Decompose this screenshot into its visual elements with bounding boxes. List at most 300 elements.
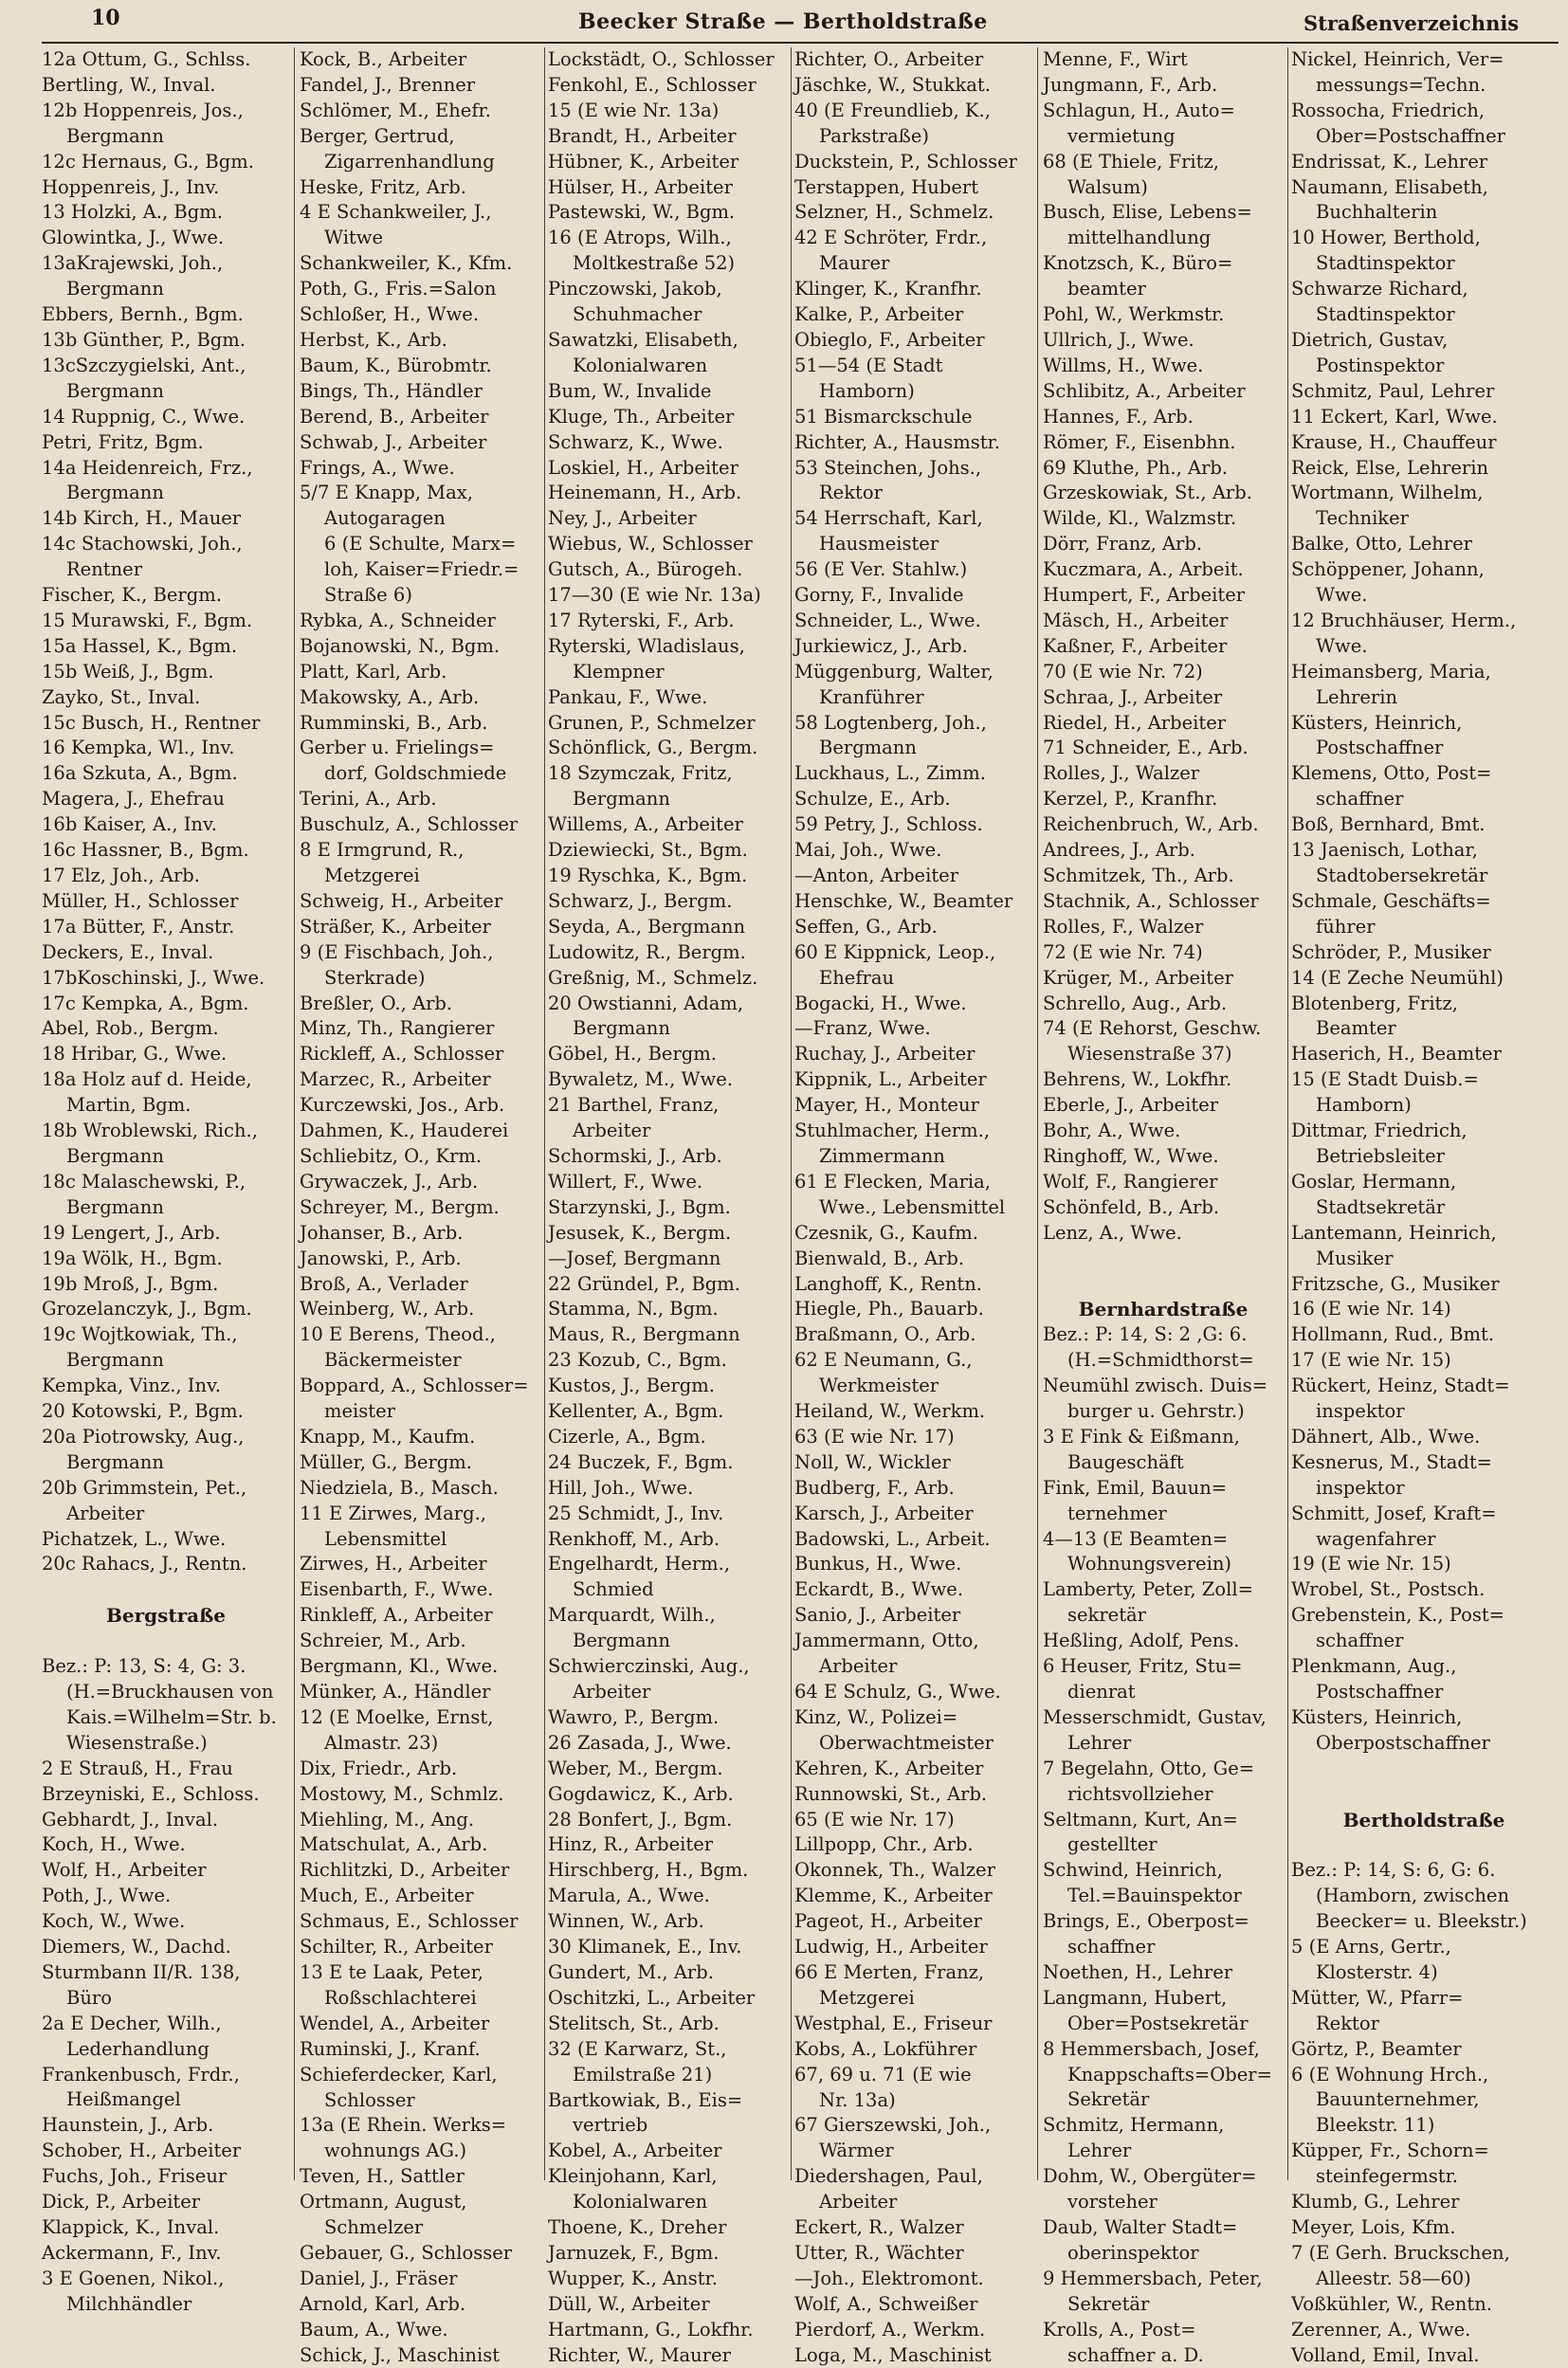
directory-line: Küsters, Heinrich, xyxy=(1291,1705,1463,1728)
directory-line: Dick, P., Arbeiter xyxy=(42,2191,201,2213)
directory-line: Noll, W., Wickler xyxy=(794,1450,951,1473)
directory-line: Arbeiter xyxy=(573,1120,651,1142)
directory-line: 15 (E wie Nr. 13a) xyxy=(548,99,720,121)
directory-line: Oberwachtmeister xyxy=(819,1731,994,1754)
directory-line: Moltkestraße 52) xyxy=(573,252,736,275)
directory-line: Gorny, F., Invalide xyxy=(794,584,964,607)
directory-line: Wendel, A., Arbeiter xyxy=(300,2012,490,2034)
directory-line: Mai, Joh., Wwe. xyxy=(794,839,942,862)
directory-line: Postschaffner xyxy=(1316,737,1444,759)
directory-line: sekretär xyxy=(1067,1604,1147,1627)
directory-line: Wwe. xyxy=(1316,584,1368,607)
directory-line: Schönfeld, B., Arb. xyxy=(1043,1195,1220,1218)
directory-line: 24 Buczek, F., Bgm. xyxy=(548,1450,734,1473)
directory-line: Kempka, Vinz., Inv. xyxy=(42,1375,221,1397)
directory-line: Johanser, B., Arb. xyxy=(300,1221,464,1244)
directory-line: Bergmann xyxy=(573,1017,670,1040)
directory-line: Sterkrade) xyxy=(324,966,426,989)
directory-line: Koch, H., Wwe. xyxy=(42,1833,186,1856)
directory-line: Pichatzek, L., Wwe. xyxy=(42,1527,227,1550)
directory-line: Stadtinspektor xyxy=(1316,252,1455,275)
directory-line: Oschitzki, L., Arbeiter xyxy=(548,1986,756,2009)
directory-line: Kalke, P., Arbeiter xyxy=(794,303,964,326)
blank-line xyxy=(1291,1782,1557,1808)
directory-line: inspektor xyxy=(1316,1476,1405,1499)
directory-line: Schloßer, H., Wwe. xyxy=(300,303,480,326)
directory-line: Haserich, H., Beamter xyxy=(1291,1043,1502,1066)
directory-line: Schuhmacher xyxy=(573,303,702,326)
directory-line: Okonnek, Th., Walzer xyxy=(794,1859,995,1882)
directory-line: 11 Eckert, Karl, Wwe. xyxy=(1291,405,1498,428)
directory-line: Schormski, J., Arb. xyxy=(548,1144,722,1167)
directory-line: Kesnerus, M., Stadt= xyxy=(1291,1450,1493,1473)
directory-line: Gerber u. Frielings= xyxy=(300,737,495,759)
street-heading: Bergstraße xyxy=(105,1604,227,1628)
directory-line: Fuchs, Joh., Friseur xyxy=(42,2165,228,2188)
directory-line: wohnungs AG.) xyxy=(324,2140,467,2162)
directory-line: Stuhlmacher, Herm., xyxy=(794,1120,991,1142)
directory-line: Dahmen, K., Hauderei xyxy=(300,1120,509,1142)
directory-line: Jungmann, F., Arb. xyxy=(1043,73,1218,96)
directory-line: Arbeiter xyxy=(819,2191,898,2213)
directory-line: Abel, Rob., Bergm. xyxy=(42,1017,219,1040)
street-heading: Bertholdstraße xyxy=(1342,1808,1505,1831)
directory-line: —Josef, Bergmann xyxy=(548,1247,721,1269)
directory-line: Hollmann, Rud., Bmt. xyxy=(1291,1323,1495,1346)
directory-line: Renkhoff, M., Arb. xyxy=(548,1527,720,1550)
directory-line: Küpper, Fr., Schorn= xyxy=(1291,2140,1489,2162)
directory-line: Schulze, E., Arb. xyxy=(794,788,951,811)
directory-line: Dittmar, Friedrich, xyxy=(1291,1120,1468,1142)
directory-line: 63 (E wie Nr. 17) xyxy=(794,1425,955,1448)
directory-line: Walsum) xyxy=(1067,175,1148,198)
directory-line: Kranführer xyxy=(819,685,924,708)
page-number: 10 xyxy=(91,6,120,30)
directory-line: Bergmann xyxy=(66,1195,164,1218)
directory-line: Gogdawicz, K., Arb. xyxy=(548,1782,734,1805)
directory-line: dorf, Goldschmiede xyxy=(324,762,507,785)
directory-line: 16 (E Atrops, Wilh., xyxy=(548,227,732,249)
blank-line xyxy=(42,1577,290,1603)
directory-line: Straße 6) xyxy=(324,584,412,607)
directory-line: Kustos, J., Bergm. xyxy=(548,1375,715,1397)
directory-line: Krüger, M., Arbeiter xyxy=(1043,966,1233,989)
directory-line: Richter, A., Hausmstr. xyxy=(794,430,1000,453)
directory-line: Menne, F., Wirt xyxy=(1043,48,1188,70)
directory-line: Bergmann xyxy=(66,278,164,301)
directory-line: Kurczewski, Jos., Arb. xyxy=(300,1094,505,1117)
directory-line: Fischer, K., Bergm. xyxy=(42,584,222,607)
directory-line: Buchhalterin xyxy=(1316,201,1438,224)
directory-line: Sekretär xyxy=(1067,2088,1150,2111)
directory-line: schaffner xyxy=(1316,1630,1404,1652)
directory-line: Sanio, J., Arbeiter xyxy=(794,1604,961,1627)
directory-line: Rumminski, B., Arb. xyxy=(300,711,488,734)
directory-line: Metzgerei xyxy=(324,865,420,886)
directory-line: Nickel, Heinrich, Ver= xyxy=(1291,48,1504,70)
directory-line: Römer, F., Eisenbhn. xyxy=(1043,430,1236,453)
directory-line: Fritzsche, G., Musiker xyxy=(1291,1272,1500,1295)
directory-line: Buschulz, A., Schlosser xyxy=(300,813,519,836)
directory-line: Sturmbann II/R. 138, xyxy=(42,1960,241,1983)
directory-line: Schwind, Heinrich, xyxy=(1043,1859,1223,1882)
directory-line: 9 (E Fischbach, Joh., xyxy=(300,940,494,963)
directory-line: Bleekstr. 11) xyxy=(1316,2114,1435,2137)
directory-line: Koch, W., Wwe. xyxy=(42,1910,186,1933)
column-2 xyxy=(300,47,540,2366)
directory-line: 9 Hemmersbach, Peter, xyxy=(1043,2267,1263,2289)
directory-line: Langmann, Hubert, xyxy=(1043,1986,1228,2009)
directory-line: Schmaus, E., Schlosser xyxy=(300,1910,519,1933)
directory-line: 16 Kempka, Wl., Inv. xyxy=(42,737,235,759)
directory-line: 14 (E Zeche Neumühl) xyxy=(1291,966,1504,989)
directory-line: Alleestr. 58—60) xyxy=(1316,2267,1471,2289)
directory-line: 67 Gierszewski, Joh., xyxy=(794,2114,992,2137)
directory-line: 15 (E Stadt Duisb.= xyxy=(1291,1068,1479,1091)
directory-line: Glowintka, J., Wwe. xyxy=(42,227,225,249)
directory-line: Arbeiter xyxy=(573,1681,651,1703)
directory-line: Bergmann, Kl., Wwe. xyxy=(300,1655,499,1678)
directory-line: Grozelanczyk, J., Bgm. xyxy=(42,1298,252,1321)
directory-line: Rektor xyxy=(1316,2012,1379,2034)
directory-line: Richter, W., Maurer xyxy=(548,2343,731,2366)
directory-line: Hartmann, G., Lokfhr. xyxy=(548,2318,754,2341)
directory-line: Willems, A., Arbeiter xyxy=(548,813,743,836)
directory-line: Broß, A., Verlader xyxy=(300,1272,468,1295)
directory-line: Budberg, F., Arb. xyxy=(794,1476,955,1499)
directory-line: Seltmann, Kurt, An= xyxy=(1043,1808,1238,1831)
directory-line: Magera, J., Ehefrau xyxy=(42,788,225,811)
directory-line: Schmitz, Paul, Lehrer xyxy=(1291,379,1495,402)
directory-line: 16 (E wie Nr. 14) xyxy=(1291,1298,1451,1321)
directory-line: dienrat xyxy=(1067,1680,1136,1703)
directory-line: Almastr. 23) xyxy=(324,1731,439,1754)
directory-line: Ludwig, H., Arbeiter xyxy=(794,1936,988,1958)
directory-line: Wrobel, St., Postsch. xyxy=(1291,1578,1486,1601)
directory-line: vertrieb xyxy=(573,2114,648,2137)
directory-line: Maurer xyxy=(819,252,890,275)
directory-line: Badowski, L., Arbeit. xyxy=(794,1527,991,1550)
directory-line: Jammermann, Otto, xyxy=(794,1630,979,1652)
directory-line: Schilter, R., Arbeiter xyxy=(300,1936,493,1958)
directory-line: 13 E te Laak, Peter, xyxy=(300,1960,483,1983)
directory-line: 67, 69 u. 71 (E wie xyxy=(794,2063,972,2086)
directory-line: Rossocha, Friedrich, xyxy=(1291,99,1486,121)
directory-line: Berend, B., Arbeiter xyxy=(300,405,489,428)
page-header xyxy=(0,0,1568,46)
directory-line: 6 (E Wohnung Hrch., xyxy=(1291,2063,1489,2086)
directory-line: Zirwes, H., Arbeiter xyxy=(300,1553,487,1576)
directory-line: Wolf, A., Schweißer xyxy=(794,2292,978,2315)
directory-line: Schmitt, Josef, Kraft= xyxy=(1291,1502,1497,1524)
directory-line: Baugeschäft xyxy=(1067,1450,1184,1473)
directory-line: Thoene, K., Dreher xyxy=(548,2216,727,2239)
column-divider xyxy=(791,47,792,2180)
directory-line: Bergmann xyxy=(819,737,917,759)
directory-line: 20b Grimmstein, Pet., xyxy=(42,1476,247,1499)
blank-line xyxy=(42,1629,290,1654)
directory-line: Schmelzer xyxy=(324,2216,424,2239)
directory-line: Hamborn) xyxy=(819,379,915,402)
directory-line: steinfegermstr. xyxy=(1316,2165,1458,2188)
directory-line: vermietung xyxy=(1067,124,1176,147)
directory-line: 60 E Kippnick, Leop., xyxy=(794,940,996,963)
directory-line: Naumann, Elisabeth, xyxy=(1291,175,1488,198)
directory-line: Ryterski, Wladislaus, xyxy=(548,634,745,657)
directory-line: Winnen, W., Arb. xyxy=(548,1910,704,1933)
directory-line: Lebensmittel xyxy=(324,1527,447,1550)
directory-line: Voßkühler, W., Rentn. xyxy=(1291,2292,1492,2315)
directory-line: Kobs, A., Lokführer xyxy=(794,2037,977,2060)
directory-line: 51 Bismarckschule xyxy=(794,405,973,428)
directory-line: (H.=Bruckhausen von xyxy=(66,1680,274,1703)
directory-line: Bunkus, H., Wwe. xyxy=(794,1553,962,1576)
directory-line: Dohm, W., Obergüter= xyxy=(1043,2165,1257,2188)
directory-line: Bauunternehmer, xyxy=(1316,2088,1480,2111)
directory-line: 17c Kempka, A., Bgm. xyxy=(42,992,249,1014)
directory-line: Pastewski, W., Bgm. xyxy=(548,201,736,224)
directory-line: Kellenter, A., Bgm. xyxy=(548,1400,724,1423)
directory-line: Schmied xyxy=(573,1578,654,1601)
directory-line: Rolles, J., Walzer xyxy=(1043,762,1200,785)
directory-line: Schwierczinski, Aug., xyxy=(548,1655,750,1678)
directory-line: Bohr, A., Wwe. xyxy=(1043,1120,1181,1142)
directory-line: 13 Jaenisch, Lothar, xyxy=(1291,839,1478,862)
directory-line: Loskiel, H., Arbeiter xyxy=(548,456,738,479)
directory-line: Richter, O., Arbeiter xyxy=(794,48,984,70)
directory-line: Weber, M., Bergm. xyxy=(548,1757,723,1779)
directory-line: Dähnert, Alb., Wwe. xyxy=(1291,1425,1481,1448)
directory-line: 2a E Decher, Wilh., xyxy=(42,2012,222,2034)
directory-line: Arbeiter xyxy=(819,1655,898,1678)
directory-line: 5/7 E Knapp, Max, xyxy=(300,482,473,504)
running-head: Beecker Straße — Bertholdstraße xyxy=(578,9,988,34)
directory-line: 8 Hemmersbach, Josef, xyxy=(1043,2037,1260,2060)
directory-line: Balke, Otto, Lehrer xyxy=(1291,533,1472,556)
directory-line: 6 Heuser, Fritz, Stu= xyxy=(1043,1655,1243,1678)
directory-line: Weinberg, W., Arb. xyxy=(300,1298,475,1321)
directory-line: Wwe., Lebensmittel xyxy=(819,1195,1006,1218)
directory-line: Hill, Joh., Wwe. xyxy=(548,1476,694,1499)
directory-line: Frings, A., Wwe. xyxy=(300,456,455,479)
directory-line: Starzynski, J., Bgm. xyxy=(548,1195,731,1218)
directory-line: Niedziela, B., Masch. xyxy=(300,1476,499,1499)
directory-line: Bäckermeister xyxy=(324,1349,462,1372)
directory-line: Stamma, N., Bgm. xyxy=(548,1298,719,1321)
directory-line: (Hamborn, zwischen xyxy=(1316,1885,1510,1907)
directory-line: Bergmann xyxy=(573,1630,670,1652)
directory-line: Schröder, P., Musiker xyxy=(1291,940,1491,963)
blank-line xyxy=(1043,1247,1284,1272)
directory-line: Tel.=Bauinspektor xyxy=(1067,1885,1242,1907)
directory-line: Kinz, W., Polizei= xyxy=(794,1705,958,1728)
directory-line: (H.=Schmidthorst= xyxy=(1067,1349,1254,1372)
column-divider xyxy=(1037,47,1038,2180)
directory-line: 12 Bruchhäuser, Herm., xyxy=(1291,609,1517,631)
directory-line: Techniker xyxy=(1316,507,1409,530)
directory-line: Hülser, H., Arbeiter xyxy=(548,175,733,198)
directory-line: 14 Ruppnig, C., Wwe. xyxy=(42,405,246,428)
directory-line: Bez.: P: 14, S: 2 ,G: 6. xyxy=(1043,1323,1248,1346)
directory-line: Ackermann, F., Inv. xyxy=(42,2241,222,2264)
directory-line: Wwe. xyxy=(1316,634,1368,657)
directory-line: Bywaletz, M., Wwe. xyxy=(548,1068,733,1091)
directory-line: Bergmann xyxy=(66,124,164,147)
directory-line: 26 Zasada, J., Wwe. xyxy=(548,1731,732,1754)
directory-line: 32 (E Karwarz, St., xyxy=(548,2037,727,2060)
directory-line: Heiland, W., Werkm. xyxy=(794,1400,986,1423)
directory-line: 69 Kluthe, Ph., Arb. xyxy=(1043,456,1229,479)
directory-line: Schlosser xyxy=(324,2088,415,2111)
directory-line: Postinspektor xyxy=(1316,354,1445,376)
directory-line: Dörr, Franz, Arb. xyxy=(1043,533,1203,556)
directory-line: Pohl, W., Werkmstr. xyxy=(1043,303,1225,326)
directory-line: Engelhardt, Herm., xyxy=(548,1553,731,1576)
directory-line: Herbst, K., Arb. xyxy=(300,328,447,351)
directory-line: 13aKrajewski, Joh., xyxy=(42,252,224,275)
directory-line: —Anton, Arbeiter xyxy=(794,865,959,886)
directory-line: Wiesenstraße 37) xyxy=(1067,1043,1232,1066)
directory-line: 72 (E wie Nr. 74) xyxy=(1043,940,1203,963)
directory-line: Willert, F., Wwe. xyxy=(548,1170,703,1193)
column-5 xyxy=(1043,47,1284,2366)
directory-line: Schieferdecker, Karl, xyxy=(300,2063,498,2086)
directory-line: Jäschke, W., Stukkat. xyxy=(794,73,991,96)
directory-line: richtsvollzieher xyxy=(1067,1782,1213,1805)
directory-line: Hoppenreis, J., Inv. xyxy=(42,175,220,198)
directory-line: 18 Szymczak, Fritz, xyxy=(548,762,733,785)
directory-line: Diedershagen, Paul, xyxy=(794,2165,983,2188)
directory-line: Müller, G., Bergm. xyxy=(300,1450,472,1473)
directory-line: Frankenbusch, Frdr., xyxy=(42,2063,240,2086)
directory-line: Dix, Friedr., Arb. xyxy=(300,1757,458,1779)
directory-line: Klinger, K., Kranfhr. xyxy=(794,278,982,301)
directory-line: Arbeiter xyxy=(66,1502,145,1524)
directory-line: Deckers, E., Inval. xyxy=(42,940,214,963)
directory-line: Mäsch, H., Arbeiter xyxy=(1043,609,1229,631)
directory-line: Janowski, P., Arb. xyxy=(300,1247,462,1269)
directory-line: meister xyxy=(324,1400,395,1423)
directory-line: Jurkiewicz, J., Arb. xyxy=(794,634,968,657)
directory-line: Blotenberg, Fritz, xyxy=(1291,992,1458,1014)
directory-line: Marzec, R., Arbeiter xyxy=(300,1068,491,1091)
directory-line: Gutsch, A., Bürogeh. xyxy=(548,558,743,581)
header-rule xyxy=(42,42,1559,44)
directory-line: Mostowy, M., Schmlz. xyxy=(300,1782,504,1805)
directory-line: 13 Holzki, A., Bgm. xyxy=(42,201,223,224)
directory-line: 23 Kozub, C., Bgm. xyxy=(548,1349,727,1372)
directory-line: schaffner xyxy=(1067,1936,1156,1958)
directory-line: Mütter, W., Pfarr= xyxy=(1291,1986,1464,2009)
directory-line: Neumühl zwisch. Duis= xyxy=(1043,1375,1268,1397)
directory-line: Sawatzki, Elisabeth, xyxy=(548,328,738,351)
directory-line: Bertling, W., Inval. xyxy=(42,73,216,96)
directory-line: Schwarze Richard, xyxy=(1291,278,1468,301)
directory-line: 16a Szkuta, A., Bgm. xyxy=(42,762,238,785)
column-4 xyxy=(794,47,1033,2366)
directory-line: messungs=Techn. xyxy=(1316,73,1486,96)
directory-line: 20c Rahacs, J., Rentn. xyxy=(42,1553,247,1576)
directory-line: Heinemann, H., Arb. xyxy=(548,482,742,504)
directory-line: 59 Petry, J., Schloss. xyxy=(794,813,983,836)
directory-line: 14b Kirch, H., Mauer xyxy=(42,507,242,530)
directory-line: Stadtinspektor xyxy=(1316,303,1455,326)
directory-line: Schreyer, M., Bergm. xyxy=(300,1195,500,1218)
column-3 xyxy=(548,47,787,2366)
directory-line: Breßler, O., Arb. xyxy=(300,992,453,1014)
directory-line: Plenkmann, Aug., xyxy=(1291,1655,1457,1678)
directory-line: Meyer, Lois, Kfm. xyxy=(1291,2215,1456,2238)
directory-line: Knappschafts=Ober= xyxy=(1067,2063,1272,2086)
directory-line: 19 (E wie Nr. 15) xyxy=(1291,1553,1451,1576)
directory-line: beamter xyxy=(1067,278,1146,301)
directory-line: Duckstein, P., Schlosser xyxy=(794,150,1017,173)
directory-line: Lehrer xyxy=(1067,2140,1132,2162)
directory-line: Wärmer xyxy=(819,2140,894,2162)
directory-line: 14a Heidenreich, Frz., xyxy=(42,456,253,479)
directory-line: Wupper, K., Anstr. xyxy=(548,2267,718,2289)
directory-line: Langhoff, K., Rentn. xyxy=(794,1272,983,1295)
directory-line: Andrees, J., Arb. xyxy=(1043,839,1195,862)
directory-line: Brandt, H., Arbeiter xyxy=(548,124,737,147)
directory-line: 22 Gründel, P., Bgm. xyxy=(548,1272,740,1295)
directory-line: Emilstraße 21) xyxy=(573,2063,713,2086)
directory-line: Schlömer, M., Ehefr. xyxy=(300,99,491,121)
directory-line: Wohnungsverein) xyxy=(1067,1553,1232,1576)
directory-line: Kolonialwaren xyxy=(573,2191,708,2213)
directory-line: Gundert, M., Arb. xyxy=(548,1960,714,1983)
directory-line: Lederhandlung xyxy=(66,2037,210,2060)
directory-line: Knapp, M., Kaufm. xyxy=(300,1425,476,1448)
directory-line: Ney, J., Arbeiter xyxy=(548,507,697,530)
directory-line: Ober=Postschaffner xyxy=(1316,124,1505,147)
directory-line: Hirschberg, H., Bgm. xyxy=(548,1859,749,1882)
directory-line: 4 E Schankweiler, J., xyxy=(300,201,492,224)
directory-line: 58 Logtenberg, Joh., xyxy=(794,711,987,734)
directory-line: Poth, J., Wwe. xyxy=(42,1885,172,1907)
directory-line: Jesusek, K., Bergm. xyxy=(548,1221,732,1244)
directory-line: Goslar, Hermann, xyxy=(1291,1170,1457,1193)
directory-line: Pierdorf, A., Werkm. xyxy=(794,2318,986,2341)
directory-line: Lehrer xyxy=(1067,1731,1132,1754)
directory-line: 4—13 (E Beamten= xyxy=(1043,1527,1229,1550)
street-heading: Bernhardstraße xyxy=(1078,1298,1249,1321)
directory-line: Klemme, K., Arbeiter xyxy=(794,1885,993,1907)
directory-line: Seffen, G., Arb. xyxy=(794,915,938,938)
directory-line: Baum, A., Wwe. xyxy=(300,2318,448,2341)
directory-line: Maus, R., Bergmann xyxy=(548,1323,740,1346)
directory-line: 71 Schneider, E., Arb. xyxy=(1043,737,1249,759)
directory-line: Schwarz, J., Bergm. xyxy=(548,889,733,912)
directory-line: Diemers, W., Dachd. xyxy=(42,1936,231,1958)
directory-line: Dziewiecki, St., Bgm. xyxy=(548,839,748,862)
directory-line: Klappick, K., Inval. xyxy=(42,2216,220,2238)
directory-line: Autogaragen xyxy=(324,507,446,530)
directory-line: 13a (E Rhein. Werks= xyxy=(300,2114,507,2137)
directory-line: Arnold, Karl, Arb. xyxy=(300,2292,466,2315)
directory-line: 15c Busch, H., Rentner xyxy=(42,711,261,734)
directory-line: Wiesenstraße.) xyxy=(66,1731,208,1754)
directory-line: Busch, Elise, Lebens= xyxy=(1043,201,1252,224)
directory-line: Humpert, F., Arbeiter xyxy=(1043,584,1246,607)
directory-line: 62 E Neumann, G., xyxy=(794,1349,973,1372)
directory-line: Heßling, Adolf, Pens. xyxy=(1043,1630,1240,1652)
directory-line: gestellter xyxy=(1067,1833,1158,1856)
directory-line: Stadtsekretär xyxy=(1316,1195,1446,1218)
directory-line: Müller, H., Schlosser xyxy=(42,889,239,912)
directory-line: ternehmer xyxy=(1067,1502,1167,1524)
directory-line: Sträßer, K., Arbeiter xyxy=(300,915,491,938)
